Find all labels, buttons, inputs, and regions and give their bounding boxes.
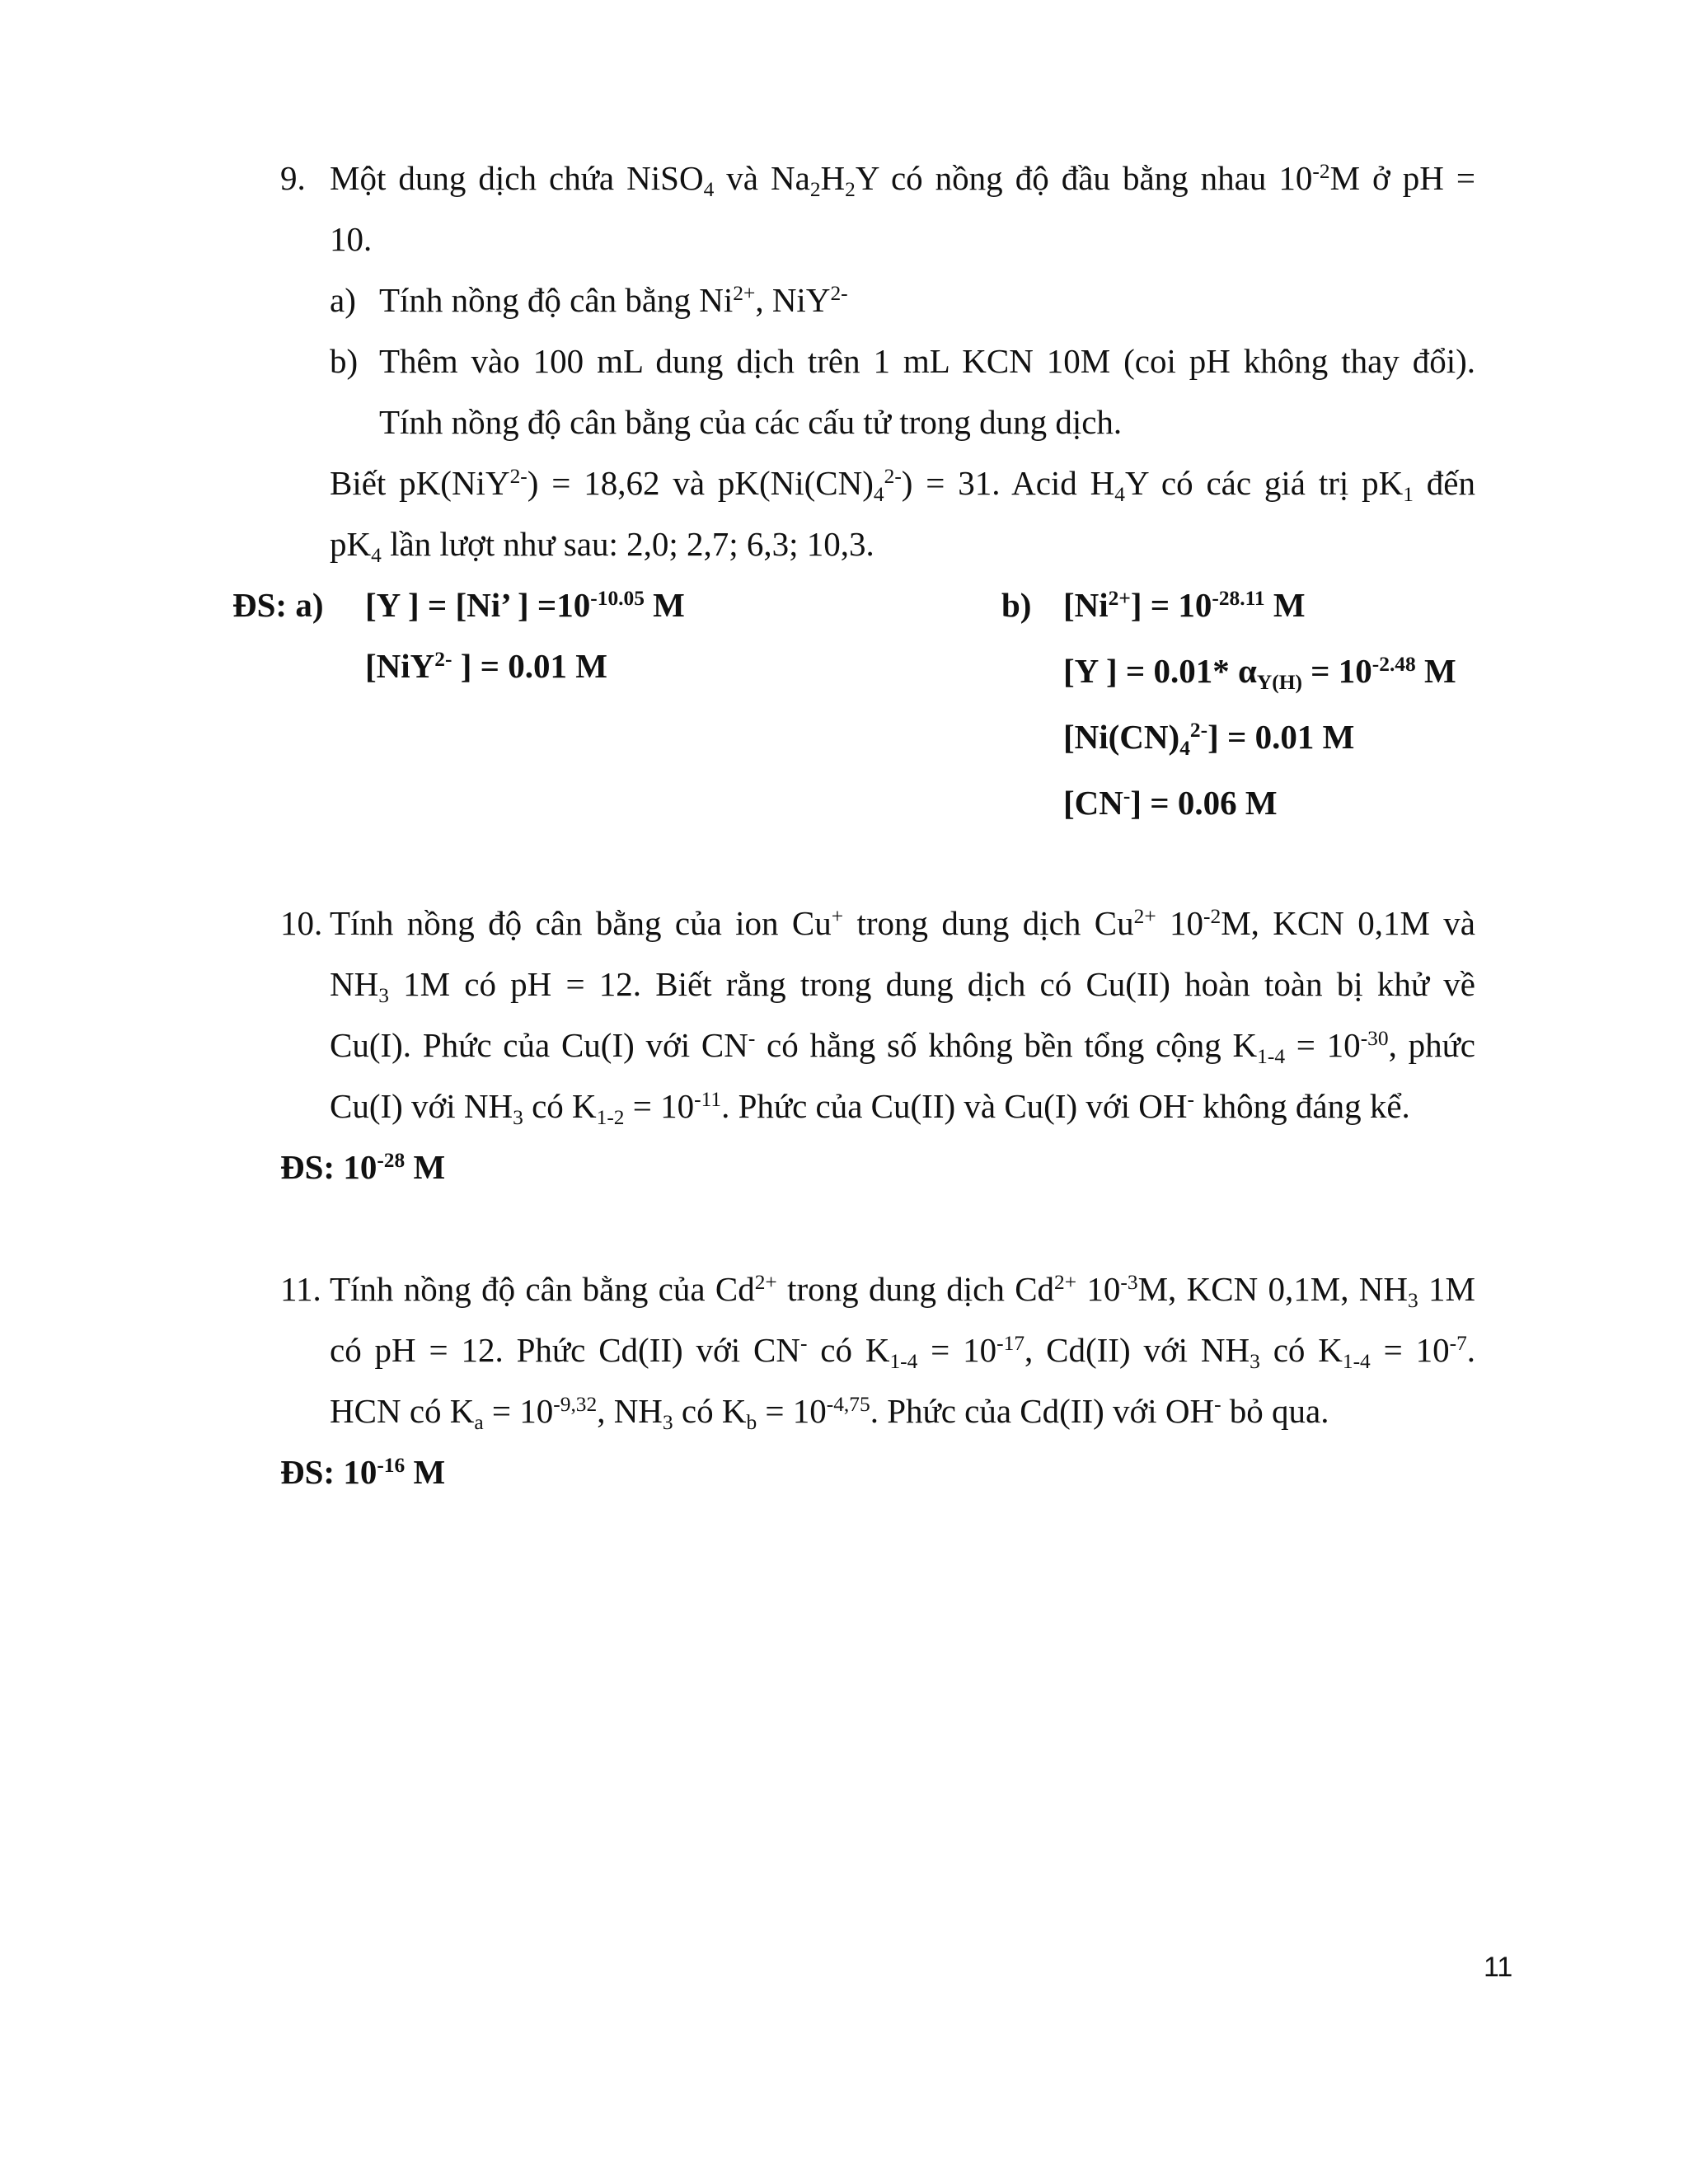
- answer-b-line-1: $[Ni^{2+}] = 10^{-28.11}$ M: [1063, 586, 1306, 624]
- part-b-text-cont: Tính nồng độ cân bằng của các cấu tử trong dung dịch.: [379, 403, 1123, 441]
- answer-label: ĐS: a): [232, 586, 324, 624]
- question-line-1: Tính nồng độ cân bằng của ion Cu+ trong dung dịch $Cu^{2+}$ $10^{-2}M$, KCN 0,1M và: [330, 904, 1475, 942]
- answer-b-line-4: [CN-] = 0.06 M: [1063, 784, 1278, 822]
- answer-a-line-1: [Y ] = [Ni’ ] $=10^{-10.05}$ M: [365, 586, 685, 624]
- question-line-1: Tính nồng độ cân bằng của $Cd^{2+}$ trong dung dịch $Cd^{2+}$ $10^{-3}M$, KCN 0,1M, $NH_3$ 1M: [330, 1270, 1475, 1312]
- part-a-label: a): [330, 281, 356, 319]
- question-number: 10.: [280, 904, 323, 942]
- question-number: 9.: [280, 159, 306, 197]
- question-stem-cont: 10.: [330, 220, 373, 258]
- answer-a-line-2: [NiY$^{2-}$ ] = 0.01 M: [365, 647, 607, 685]
- part-b-label: b): [330, 342, 359, 380]
- question-stem: Một dung dịch chứa NiSO$_4$ và $Na_2H_2Y$ có nồng độ đầu bằng nhau $10^{-2}M$ ở pH =: [330, 159, 1475, 201]
- answer: ĐS: $10^{-16}$ M: [280, 1453, 446, 1491]
- question-line-2: có pH = 12. Phức Cd(II) với CN- có $K_{1-4} = 10^{-17}$, Cd(II) với $NH_3$ có $K_{1-4} = 10^{-7}$.: [330, 1331, 1476, 1373]
- part-b-text: Thêm vào 100 mL dung dịch trên 1 mL KCN 10M (coi pH không thay đổi).: [379, 342, 1475, 380]
- answer: ĐS: $10^{-28}$ M: [280, 1148, 446, 1186]
- given-data-cont: $pK_4$ lần lượt như sau: 2,0; 2,7; 6,3; 10,3.: [330, 525, 874, 567]
- question-number: 11.: [280, 1270, 321, 1308]
- question-line-3: Cu(I). Phức của Cu(I) với CN- có hằng số không bền tổng cộng $K_{1-4} = 10^{-30}$, phức: [330, 1026, 1475, 1068]
- answer-b-line-3: $[Ni(CN)_4^{2-}] = 0.01$ M: [1063, 718, 1355, 760]
- part-a-text: Tính nồng độ cân bằng $Ni^{2+}$, NiY$^{2-}$: [379, 281, 848, 319]
- question-line-4: Cu(I) với $NH_3$ có $K_{1-2} = 10^{-11}$. Phức của Cu(II) và Cu(I) với OH- không đáng kể.: [330, 1087, 1410, 1129]
- page-number: 11: [1484, 1952, 1513, 1983]
- question-line-3: HCN có $K_a = 10^{-9,32}$, $NH_3$ có $K_b = 10^{-4,75}$. Phức của Cd(II) với OH- bỏ qua.: [330, 1392, 1329, 1434]
- given-data: Biết pK(NiY$^{2-}$) = 18,62 và $pK(Ni(CN)_4^{2-}) = 31$. Acid $H_4Y$ có các giá trị $pK_1$ đến: [330, 464, 1476, 506]
- answer-b-label: b): [1001, 586, 1032, 624]
- question-line-2: $NH_3$ 1M có pH = 12. Biết rằng trong dung dịch có Cu(II) hoàn toàn bị khử về: [330, 965, 1475, 1007]
- answer-b-line-2: [Y ] = 0.01* $\alpha_{Y(H)} = 10^{-2.48}$ M: [1063, 652, 1456, 694]
